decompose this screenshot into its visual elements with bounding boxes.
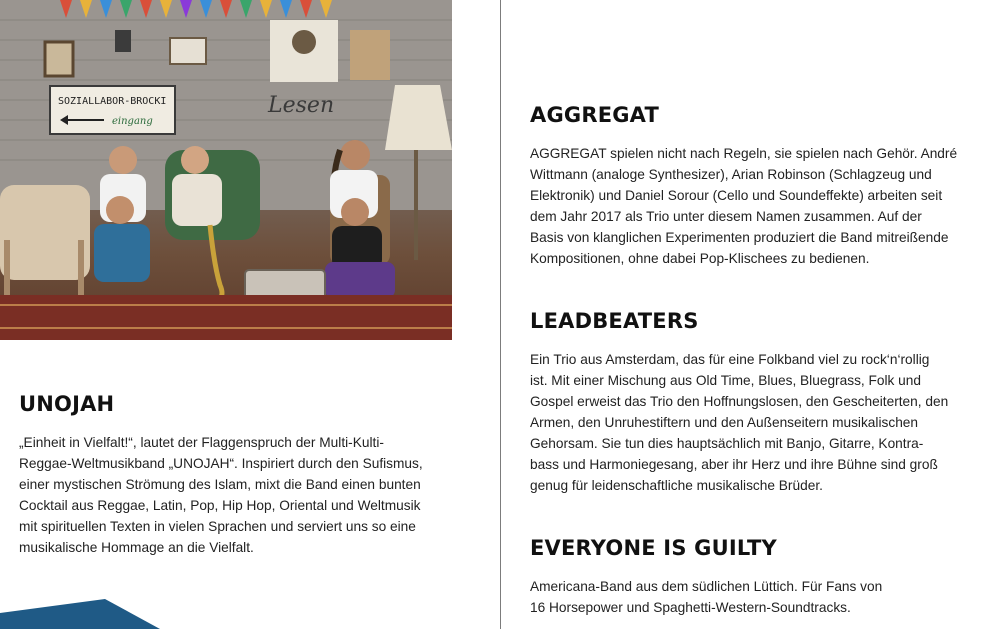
text-line: Basis von klanglichen Experimenten produziert die Band mitreißende bbox=[530, 230, 949, 245]
band-photo bbox=[0, 0, 452, 340]
text-line: ist. Mit einer Mischung aus Old Time, Blues, Bluegrass, Folk und bbox=[530, 373, 922, 388]
band-description bbox=[530, 143, 990, 269]
text-line: genug für leidenschaftliche musikalische Brüder. bbox=[530, 478, 823, 493]
band-title: EVERYONE IS GUILTY bbox=[530, 536, 777, 560]
text-line: einer mystischen Strömung des Islam, mixt die Band einen bunten bbox=[19, 477, 421, 492]
text-line: bass und Harmoniegesang, aber ihr Herz und ihre Bühne sind groß bbox=[530, 457, 938, 472]
sign-subtext: eingang bbox=[112, 116, 153, 127]
text-line: Kompositionen, ohne dabei Pop-Klischees zu bedienen. bbox=[530, 251, 870, 266]
band-aggregat bbox=[530, 103, 990, 269]
text-line: Americana-Band aus dem südlichen Lüttich. Für Fans von bbox=[530, 579, 883, 594]
band-title: LEADBEATERS bbox=[530, 309, 699, 333]
band-everyone-is-guilty bbox=[530, 536, 990, 618]
band-description bbox=[19, 432, 489, 558]
text-line: „Einheit in Vielfalt!“, lautet der Flaggenspruch der Multi-Kulti- bbox=[19, 435, 384, 450]
band-unojah bbox=[19, 392, 489, 558]
text-line: mit spirituellen Texten in vielen Sprachen und serviert uns so eine bbox=[19, 519, 416, 534]
band-leadbeaters bbox=[530, 309, 990, 496]
band-description bbox=[530, 576, 990, 618]
text-line: Wittmann (analoge Synthesizer), Arian Robinson (Schlagzeug und bbox=[530, 167, 932, 182]
band-title: AGGREGAT bbox=[530, 103, 660, 127]
band-description bbox=[530, 349, 990, 496]
band-title: UNOJAH bbox=[19, 392, 115, 416]
text-line: Cocktail aus Reggae, Latin, Pop, Hip Hop, Oriental und Weltmusik bbox=[19, 498, 421, 513]
text-line: Reggae-Weltmusikband „UNOJAH“. Inspiriert durch den Sufismus, bbox=[19, 456, 423, 471]
text-line: Elektronik) und Daniel Sorour (Cello und Soundeffekte) arbeiten seit bbox=[530, 188, 943, 203]
column-divider bbox=[500, 0, 501, 629]
text-line: 16 Horsepower und Spaghetti-Western-Soundtracks. bbox=[530, 600, 851, 615]
text-line: Gospel erweist das Trio den Hoffnungslosen, den Gescheiterten, den bbox=[530, 394, 949, 409]
sign-text: SOZIALLABOR-BROCKI bbox=[58, 96, 167, 107]
corner-accent-shape bbox=[0, 599, 160, 629]
text-line: musikalische Hommage an die Vielfalt. bbox=[19, 540, 254, 555]
text-line: Gehorsam. Sie tun dies hauptsächlich mit Banjo, Gitarre, Kontra- bbox=[530, 436, 924, 451]
wall-text: Lesen bbox=[268, 93, 335, 118]
text-line: AGGREGAT spielen nicht nach Regeln, sie spielen nach Gehör. André bbox=[530, 146, 958, 161]
text-line: Armen, den Unruhestiftern und den Außenseitern musikalischen bbox=[530, 415, 919, 430]
text-line: dem Jahr 2017 als Trio unter diesem Namen zusammen. Auf der bbox=[530, 209, 922, 224]
text-line: Ein Trio aus Amsterdam, das für eine Folkband viel zu rock‘n‘rollig bbox=[530, 352, 930, 367]
band-photo-illustration bbox=[0, 0, 452, 340]
